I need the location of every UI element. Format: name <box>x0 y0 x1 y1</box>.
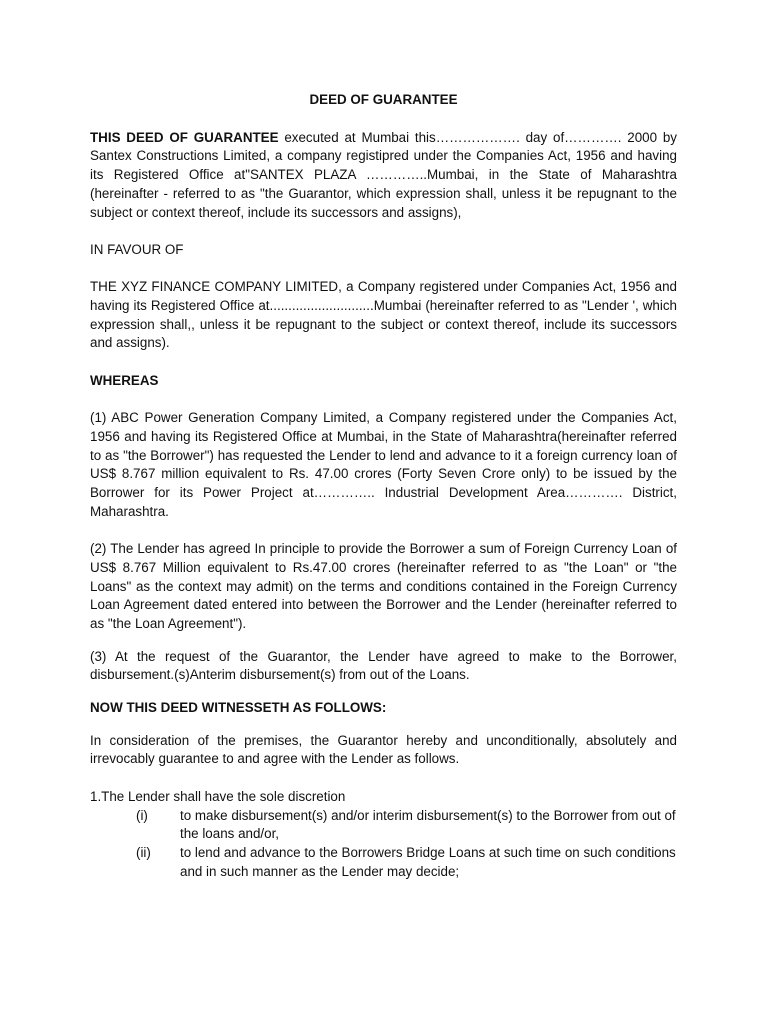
document-page <box>90 91 677 881</box>
intro-text: executed at Mumbai this………………. day of…………. 2000 by Santex Constructions Limited, a company registipred under the Companies Act, 1956 and having its Registered Office at"SANTEX PLAZA …………..Mumbai, in the State of Maharashtra (hereinafter - referred to as "the Guarantor, which expression shall, unless it be repugnant to the subject or context thereof, include its successors and assigns), <box>90 129 677 220</box>
recital-1: (1) ABC Power Generation Company Limited, a Company registered under the Companies Act, 1956 and having its Registered Office at Mumbai, in the State of Maharashtra(hereinafter referred to as "the Borrower") has requested the Lender to lend and advance to it a foreign currency loan of US$ 8.767 million equivalent to Rs. 47.00 crores (Forty Seven Crore only) to be issued by the Borrower for its Power Project at………….. Industrial Development Area…………. District, Maharashtra. <box>90 410 677 519</box>
sub-clause-number: (i) <box>136 807 148 823</box>
sub-clause-number: (ii) <box>136 844 151 860</box>
document-title: DEED OF GUARANTEE <box>309 92 458 107</box>
clause-1: 1.The Lender shall have the sole discretion <box>90 788 346 804</box>
recital-3: (3) At the request of the Guarantor, the Lender have agreed to make to the Borrower, disbursement.(s)Anterim disbursement(s) from out of the Loans. <box>90 648 677 683</box>
in-favour-heading: IN FAVOUR OF <box>90 241 184 257</box>
list-item <box>90 844 677 881</box>
whereas-heading: WHEREAS <box>90 372 159 388</box>
lender-paragraph: THE XYZ FINANCE COMPANY LIMITED, a Company registered under Companies Act, 1956 and having its Registered Office at............................Mumbai (hereinafter referred to as "Lender ', which expression shall,, unless it be repugnant to the subject or context thereof, include its successors and assigns). <box>90 279 677 351</box>
sub-clause-text: to make disbursement(s) and/or interim disbursement(s) to the Borrower from out of the loans and/or, <box>180 807 676 842</box>
witnesseth-heading: NOW THIS DEED WITNESSETH AS FOLLOWS: <box>90 700 387 716</box>
list-item <box>90 807 677 844</box>
sub-clause-text: to lend and advance to the Borrowers Bridge Loans at such time on such conditions and in such manner as the Lender may decide; <box>180 844 676 879</box>
sub-clause-list <box>90 807 677 882</box>
consideration-paragraph: In consideration of the premises, the Guarantor hereby and unconditionally, absolutely and irrevocably guarantee to and agree with the Lender as follows. <box>90 732 677 767</box>
recital-2: (2) The Lender has agreed In principle to provide the Borrower a sum of Foreign Currency Loan of US$ 8.767 Million equivalent to Rs.47.00 crores (hereinafter referred to as "the Loan" or "the Loans" as the context may admit) on the terms and conditions contained in the Foreign Currency Loan Agreement dated entered into between the Borrower and the Lender (hereinafter referred to as "the Loan Agreement"). <box>90 541 677 631</box>
intro-lead: THIS DEED OF GUARANTEE <box>90 129 279 145</box>
intro-paragraph <box>90 129 677 223</box>
